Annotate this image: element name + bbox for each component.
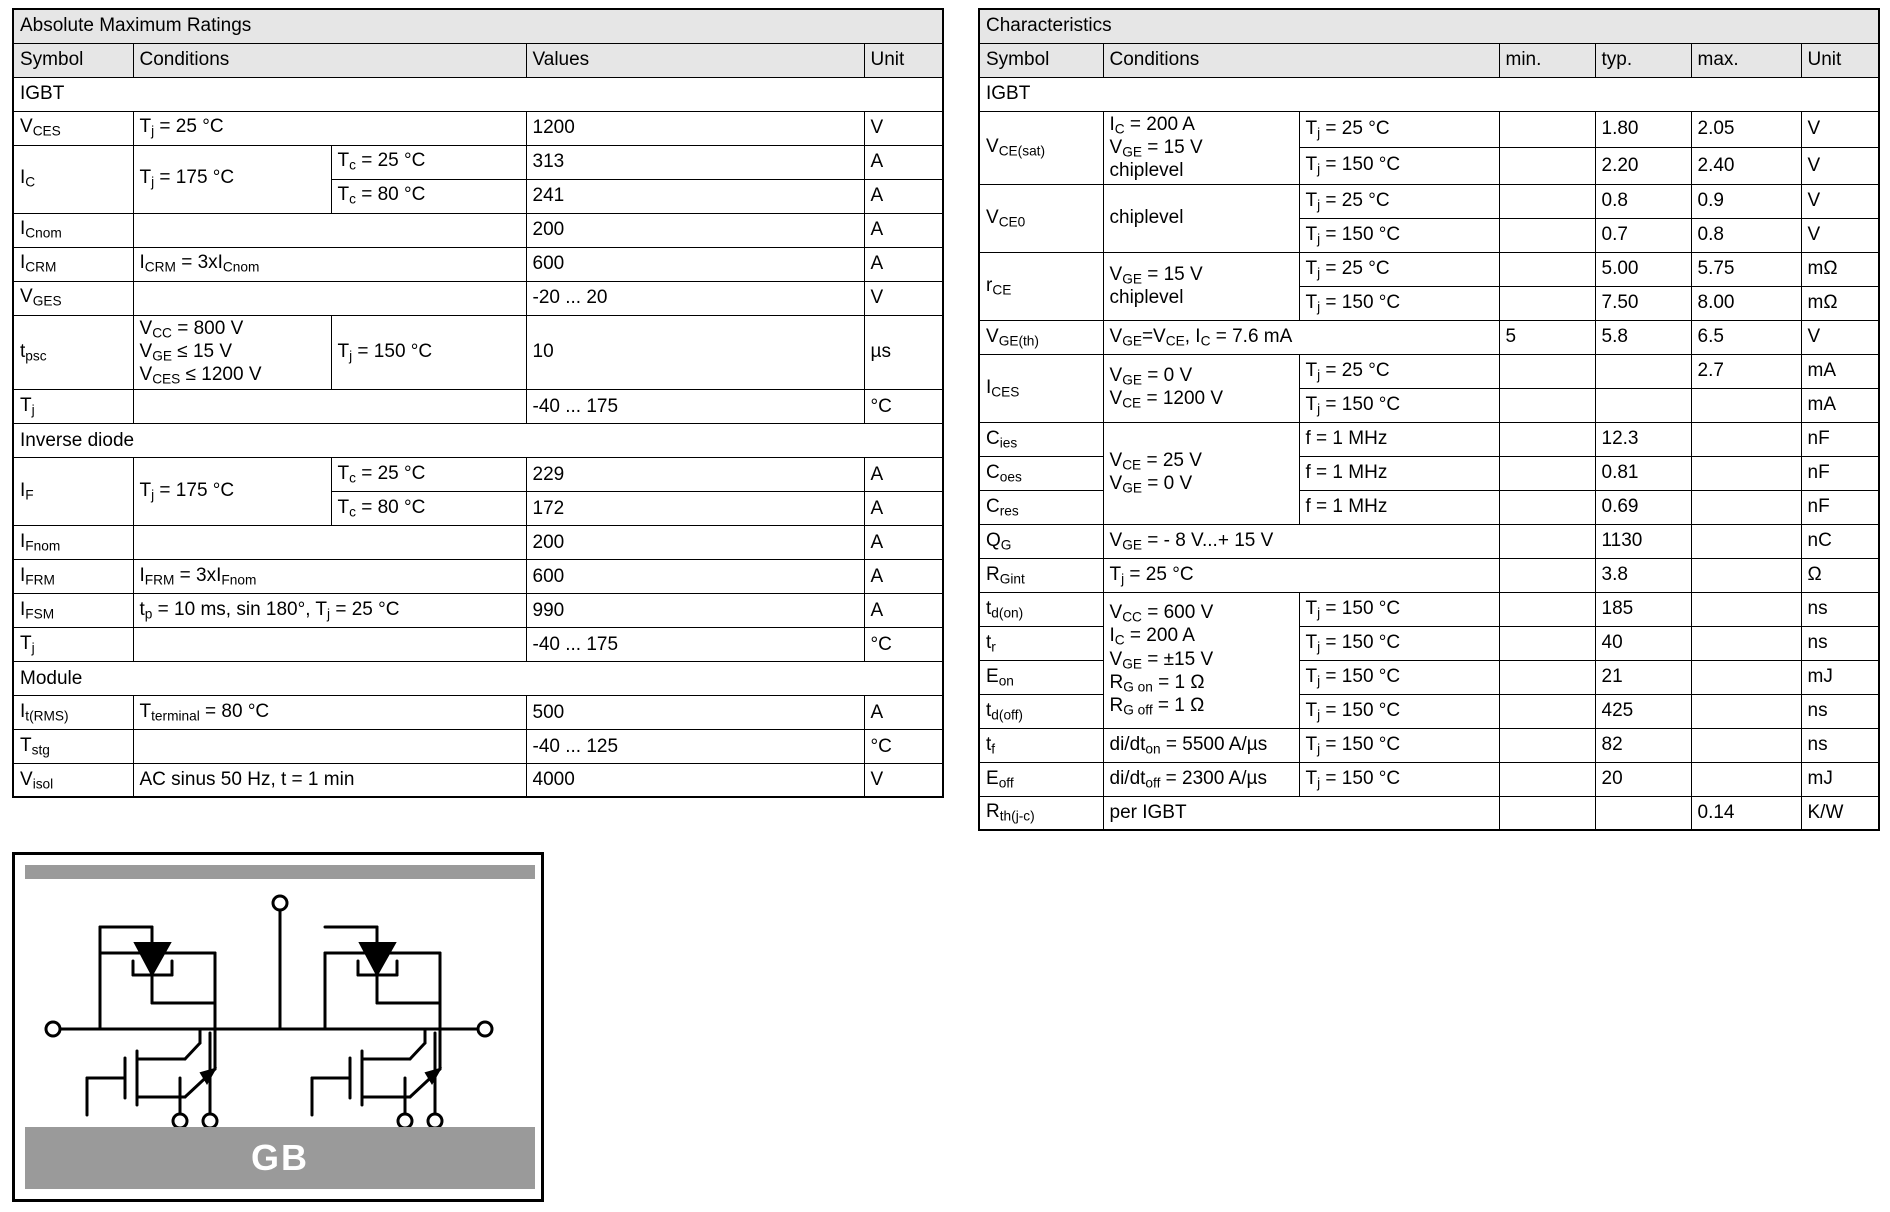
column-header: Conditions xyxy=(1103,43,1499,77)
row-max xyxy=(1691,456,1801,490)
row-unit: mΩ xyxy=(1801,286,1879,320)
row-typ: 82 xyxy=(1595,728,1691,762)
row-min xyxy=(1499,490,1595,524)
row-symbol: $I_{t(RMS)}$ xyxy=(13,695,133,729)
row-value: -20 ... 20 xyxy=(526,281,864,315)
table-row xyxy=(13,111,943,145)
row-conditions-2: f = 1 MHz xyxy=(1299,456,1499,490)
row-value: 200 xyxy=(526,525,864,559)
row-symbol: $T_j$ xyxy=(13,389,133,423)
table-title: Characteristics xyxy=(979,9,1879,43)
row-conditions: $V_{GE} = 15$ V chiplevel xyxy=(1103,252,1299,320)
row-conditions-2: $T_j = 150$ °C xyxy=(1299,218,1499,252)
row-typ: 0.8 xyxy=(1595,184,1691,218)
row-value: -40 ... 125 xyxy=(526,729,864,763)
section-title: IGBT xyxy=(979,77,1879,111)
row-min xyxy=(1499,728,1595,762)
row-symbol: $R_{Gint}$ xyxy=(979,558,1103,592)
row-conditions: $V_{GE}=V_{CE}$, $I_C = 7.6$ mA xyxy=(1103,320,1499,354)
row-max xyxy=(1691,490,1801,524)
column-header: Symbol xyxy=(13,43,133,77)
row-unit: A xyxy=(864,525,943,559)
row-conditions: $I_C = 200$ A $V_{GE} = 15$ V chiplevel xyxy=(1103,111,1299,184)
row-symbol: $V_{GE(th)}$ xyxy=(979,320,1103,354)
row-symbol: $T_j$ xyxy=(13,627,133,661)
table-row xyxy=(13,145,943,179)
row-conditions-2: $T_j = 150$ °C xyxy=(331,315,526,389)
row-conditions-2: $T_j = 150$ °C xyxy=(1299,592,1499,626)
column-header: Unit xyxy=(864,43,943,77)
row-min xyxy=(1499,762,1595,796)
row-conditions xyxy=(133,213,526,247)
row-max: 2.40 xyxy=(1691,148,1801,185)
igbt-module-schematic xyxy=(25,883,535,1133)
row-unit: mΩ xyxy=(1801,252,1879,286)
row-conditions xyxy=(133,729,526,763)
row-symbol: $I_{CRM}$ xyxy=(13,247,133,281)
row-typ: 5.8 xyxy=(1595,320,1691,354)
row-min xyxy=(1499,524,1595,558)
row-unit: V xyxy=(1801,184,1879,218)
row-unit: ns xyxy=(1801,592,1879,626)
table-row xyxy=(13,729,943,763)
row-conditions-2: $T_j = 25$ °C xyxy=(1299,354,1499,388)
row-conditions-2: $T_j = 150$ °C xyxy=(1299,626,1499,660)
row-min xyxy=(1499,111,1595,148)
section-header-row xyxy=(13,77,943,111)
column-header: Conditions xyxy=(133,43,526,77)
row-typ xyxy=(1595,388,1691,422)
row-typ: 40 xyxy=(1595,626,1691,660)
table-title-row xyxy=(13,9,943,43)
table-row xyxy=(13,315,943,389)
table-row xyxy=(13,559,943,593)
row-value: -40 ... 175 xyxy=(526,627,864,661)
row-conditions: $T_j = 25$ °C xyxy=(133,111,526,145)
row-conditions-2: $T_j = 25$ °C xyxy=(1299,184,1499,218)
table-row xyxy=(13,525,943,559)
row-value: -40 ... 175 xyxy=(526,389,864,423)
row-conditions-2: $T_j = 150$ °C xyxy=(1299,728,1499,762)
row-max: 8.00 xyxy=(1691,286,1801,320)
row-conditions xyxy=(133,525,526,559)
row-conditions: $V_{CC} = 600$ V $I_C = 200$ A $V_{GE} = \pm 15$ V $R_{G on} = 1$ Ω $R_{G off} = 1$ Ω xyxy=(1103,592,1299,728)
column-header: Unit xyxy=(1801,43,1879,77)
row-typ xyxy=(1595,796,1691,830)
characteristics-table xyxy=(978,8,1878,831)
row-symbol: $C_{oes}$ xyxy=(979,456,1103,490)
row-value: 172 xyxy=(526,491,864,525)
row-unit: A xyxy=(864,213,943,247)
row-conditions xyxy=(133,389,526,423)
table-title: Absolute Maximum Ratings xyxy=(13,9,943,43)
section-title: Module xyxy=(13,661,943,695)
row-symbol: $t_f$ xyxy=(979,728,1103,762)
row-max xyxy=(1691,694,1801,728)
row-typ: 12.3 xyxy=(1595,422,1691,456)
row-min xyxy=(1499,694,1595,728)
table-row xyxy=(13,695,943,729)
row-conditions-2: $T_j = 150$ °C xyxy=(1299,660,1499,694)
row-conditions-2: $T_j = 25$ °C xyxy=(1299,252,1499,286)
row-value: 10 xyxy=(526,315,864,389)
row-conditions-2: f = 1 MHz xyxy=(1299,422,1499,456)
table-row xyxy=(979,422,1879,456)
row-symbol: $I_{FRM}$ xyxy=(13,559,133,593)
row-min xyxy=(1499,422,1595,456)
row-typ xyxy=(1595,354,1691,388)
row-symbol: $t_{psc}$ xyxy=(13,315,133,389)
row-symbol: $I_{FSM}$ xyxy=(13,593,133,627)
row-min xyxy=(1499,184,1595,218)
table-header-row xyxy=(979,43,1879,77)
row-conditions-2: $T_c = 80$ °C xyxy=(331,179,526,213)
row-min xyxy=(1499,354,1595,388)
row-typ: 0.81 xyxy=(1595,456,1691,490)
row-typ: 1.80 xyxy=(1595,111,1691,148)
row-conditions: AC sinus 50 Hz, t = 1 min xyxy=(133,763,526,797)
row-conditions-2: $T_j = 150$ °C xyxy=(1299,148,1499,185)
row-conditions-2: $T_c = 80$ °C xyxy=(331,491,526,525)
row-symbol: $E_{on}$ xyxy=(979,660,1103,694)
row-unit: ns xyxy=(1801,728,1879,762)
row-conditions: chiplevel xyxy=(1103,184,1299,252)
row-min xyxy=(1499,626,1595,660)
table-row xyxy=(979,558,1879,592)
row-symbol: $V_{CE(sat)}$ xyxy=(979,111,1103,184)
row-unit: Ω xyxy=(1801,558,1879,592)
row-value: 990 xyxy=(526,593,864,627)
row-conditions: $T_j = 175$ °C xyxy=(133,145,331,213)
row-max xyxy=(1691,558,1801,592)
row-value: 600 xyxy=(526,247,864,281)
row-max: 2.05 xyxy=(1691,111,1801,148)
row-symbol: $I_{CES}$ xyxy=(979,354,1103,422)
row-max: 0.14 xyxy=(1691,796,1801,830)
row-unit: A xyxy=(864,179,943,213)
row-symbol: $V_{CES}$ xyxy=(13,111,133,145)
row-max xyxy=(1691,728,1801,762)
row-min xyxy=(1499,252,1595,286)
row-conditions-2: $T_j = 150$ °C xyxy=(1299,388,1499,422)
row-symbol: $V_{GES}$ xyxy=(13,281,133,315)
row-conditions: per IGBT xyxy=(1103,796,1499,830)
row-symbol: $I_C$ xyxy=(13,145,133,213)
row-symbol: $C_{res}$ xyxy=(979,490,1103,524)
row-min xyxy=(1499,286,1595,320)
row-conditions xyxy=(133,627,526,661)
row-symbol: $t_r$ xyxy=(979,626,1103,660)
row-max: 0.9 xyxy=(1691,184,1801,218)
row-unit: A xyxy=(864,695,943,729)
row-unit: A xyxy=(864,457,943,491)
row-conditions: $di/dt_{off} = 2300$ A/µs xyxy=(1103,762,1299,796)
section-header-row xyxy=(13,661,943,695)
row-max: 2.7 xyxy=(1691,354,1801,388)
row-unit: V xyxy=(1801,148,1879,185)
row-symbol: $R_{th(j-c)}$ xyxy=(979,796,1103,830)
column-header: typ. xyxy=(1595,43,1691,77)
row-value: 500 xyxy=(526,695,864,729)
row-min xyxy=(1499,660,1595,694)
row-symbol: $E_{off}$ xyxy=(979,762,1103,796)
circuit-symbol-panel xyxy=(12,852,544,1202)
row-symbol: $C_{ies}$ xyxy=(979,422,1103,456)
row-unit: µs xyxy=(864,315,943,389)
row-max: 6.5 xyxy=(1691,320,1801,354)
row-unit: mA xyxy=(1801,388,1879,422)
section-header-row xyxy=(13,423,943,457)
row-value: 200 xyxy=(526,213,864,247)
table-row xyxy=(979,728,1879,762)
row-max xyxy=(1691,422,1801,456)
table-row xyxy=(979,592,1879,626)
section-title: IGBT xyxy=(13,77,943,111)
row-min xyxy=(1499,148,1595,185)
row-max xyxy=(1691,388,1801,422)
row-unit: °C xyxy=(864,627,943,661)
row-conditions: $T_{terminal} = 80$ °C xyxy=(133,695,526,729)
column-header: max. xyxy=(1691,43,1801,77)
absolute-maximum-ratings-table xyxy=(12,8,942,798)
row-typ: 21 xyxy=(1595,660,1691,694)
row-symbol: $r_{CE}$ xyxy=(979,252,1103,320)
row-conditions-2: $T_j = 150$ °C xyxy=(1299,762,1499,796)
table-row xyxy=(979,111,1879,148)
table-row xyxy=(979,796,1879,830)
row-unit: V xyxy=(864,111,943,145)
row-typ: 0.69 xyxy=(1595,490,1691,524)
row-max: 0.8 xyxy=(1691,218,1801,252)
row-symbol: $t_{d(off)}$ xyxy=(979,694,1103,728)
row-typ: 2.20 xyxy=(1595,148,1691,185)
row-conditions-2: f = 1 MHz xyxy=(1299,490,1499,524)
row-min xyxy=(1499,592,1595,626)
row-conditions-2: $T_c = 25$ °C xyxy=(331,145,526,179)
row-conditions xyxy=(133,281,526,315)
row-unit: A xyxy=(864,559,943,593)
row-unit: °C xyxy=(864,729,943,763)
row-value: 1200 xyxy=(526,111,864,145)
table-row xyxy=(979,762,1879,796)
table-row xyxy=(13,213,943,247)
column-header: Symbol xyxy=(979,43,1103,77)
row-unit: A xyxy=(864,491,943,525)
column-header: Values xyxy=(526,43,864,77)
row-typ: 185 xyxy=(1595,592,1691,626)
row-conditions: $I_{CRM} = 3xI_{Cnom}$ xyxy=(133,247,526,281)
row-conditions: $T_j = 25$ °C xyxy=(1103,558,1499,592)
table-row xyxy=(979,184,1879,218)
module-type-label: GB xyxy=(251,1137,309,1178)
table-row xyxy=(979,354,1879,388)
row-unit: V xyxy=(864,281,943,315)
left-table xyxy=(12,8,944,798)
table-row xyxy=(979,320,1879,354)
right-table xyxy=(978,8,1880,831)
row-max xyxy=(1691,660,1801,694)
row-value: 229 xyxy=(526,457,864,491)
row-min xyxy=(1499,218,1595,252)
row-unit: mA xyxy=(1801,354,1879,388)
row-unit: V xyxy=(1801,111,1879,148)
row-max xyxy=(1691,762,1801,796)
row-symbol: $I_{Fnom}$ xyxy=(13,525,133,559)
row-typ: 20 xyxy=(1595,762,1691,796)
row-unit: nF xyxy=(1801,422,1879,456)
row-value: 600 xyxy=(526,559,864,593)
row-unit: V xyxy=(864,763,943,797)
row-max xyxy=(1691,592,1801,626)
row-max xyxy=(1691,524,1801,558)
section-title: Inverse diode xyxy=(13,423,943,457)
row-unit: A xyxy=(864,145,943,179)
row-symbol: $I_{Cnom}$ xyxy=(13,213,133,247)
row-typ: 5.00 xyxy=(1595,252,1691,286)
row-symbol: $V_{isol}$ xyxy=(13,763,133,797)
row-value: 241 xyxy=(526,179,864,213)
row-value: 4000 xyxy=(526,763,864,797)
row-conditions: $T_j = 175$ °C xyxy=(133,457,331,525)
row-conditions-2: $T_j = 150$ °C xyxy=(1299,286,1499,320)
row-conditions: $t_p = 10$ ms, sin 180°, $T_j = 25$ °C xyxy=(133,593,526,627)
row-unit: V xyxy=(1801,320,1879,354)
module-bottom-bar xyxy=(25,1127,535,1189)
table-row xyxy=(979,524,1879,558)
table-row xyxy=(13,457,943,491)
table-row xyxy=(13,593,943,627)
row-conditions-2: $T_j = 25$ °C xyxy=(1299,111,1499,148)
row-symbol: $V_{CE0}$ xyxy=(979,184,1103,252)
row-conditions: $I_{FRM} = 3xI_{Fnom}$ xyxy=(133,559,526,593)
row-unit: ns xyxy=(1801,626,1879,660)
table-header-row xyxy=(13,43,943,77)
row-conditions-2: $T_c = 25$ °C xyxy=(331,457,526,491)
row-conditions: $di/dt_{on} = 5500$ A/µs xyxy=(1103,728,1299,762)
row-typ: 0.7 xyxy=(1595,218,1691,252)
row-unit: V xyxy=(1801,218,1879,252)
column-header: min. xyxy=(1499,43,1595,77)
table-row xyxy=(13,247,943,281)
row-typ: 425 xyxy=(1595,694,1691,728)
row-max xyxy=(1691,626,1801,660)
row-unit: mJ xyxy=(1801,762,1879,796)
row-min: 5 xyxy=(1499,320,1595,354)
table-row xyxy=(979,252,1879,286)
row-symbol: $I_F$ xyxy=(13,457,133,525)
row-conditions: $V_{CE} = 25$ V $V_{GE} = 0$ V xyxy=(1103,422,1299,524)
row-unit: mJ xyxy=(1801,660,1879,694)
table-row xyxy=(13,627,943,661)
row-conditions-2: $T_j = 150$ °C xyxy=(1299,694,1499,728)
row-min xyxy=(1499,456,1595,490)
row-symbol: $T_{stg}$ xyxy=(13,729,133,763)
row-typ: 1130 xyxy=(1595,524,1691,558)
row-unit: K/W xyxy=(1801,796,1879,830)
table-row xyxy=(13,389,943,423)
row-value: 313 xyxy=(526,145,864,179)
table-title-row xyxy=(979,9,1879,43)
row-unit: A xyxy=(864,593,943,627)
row-conditions: $V_{GE}$ = - 8 V...+ 15 V xyxy=(1103,524,1499,558)
row-typ: 7.50 xyxy=(1595,286,1691,320)
row-unit: °C xyxy=(864,389,943,423)
table-row xyxy=(13,281,943,315)
section-header-row xyxy=(979,77,1879,111)
row-symbol: $t_{d(on)}$ xyxy=(979,592,1103,626)
row-unit: nF xyxy=(1801,456,1879,490)
row-conditions: $V_{GE} = 0$ V $V_{CE} = 1200$ V xyxy=(1103,354,1299,422)
table-row xyxy=(13,763,943,797)
row-unit: A xyxy=(864,247,943,281)
row-symbol: $Q_G$ xyxy=(979,524,1103,558)
row-unit: nF xyxy=(1801,490,1879,524)
row-unit: nC xyxy=(1801,524,1879,558)
row-conditions: $V_{CC} = 800$ V $V_{GE} \le 15$ V $V_{CES} \le 1200$ V xyxy=(133,315,331,389)
row-unit: ns xyxy=(1801,694,1879,728)
row-min xyxy=(1499,388,1595,422)
row-min xyxy=(1499,558,1595,592)
module-top-bar xyxy=(25,865,535,879)
row-max: 5.75 xyxy=(1691,252,1801,286)
row-typ: 3.8 xyxy=(1595,558,1691,592)
row-min xyxy=(1499,796,1595,830)
